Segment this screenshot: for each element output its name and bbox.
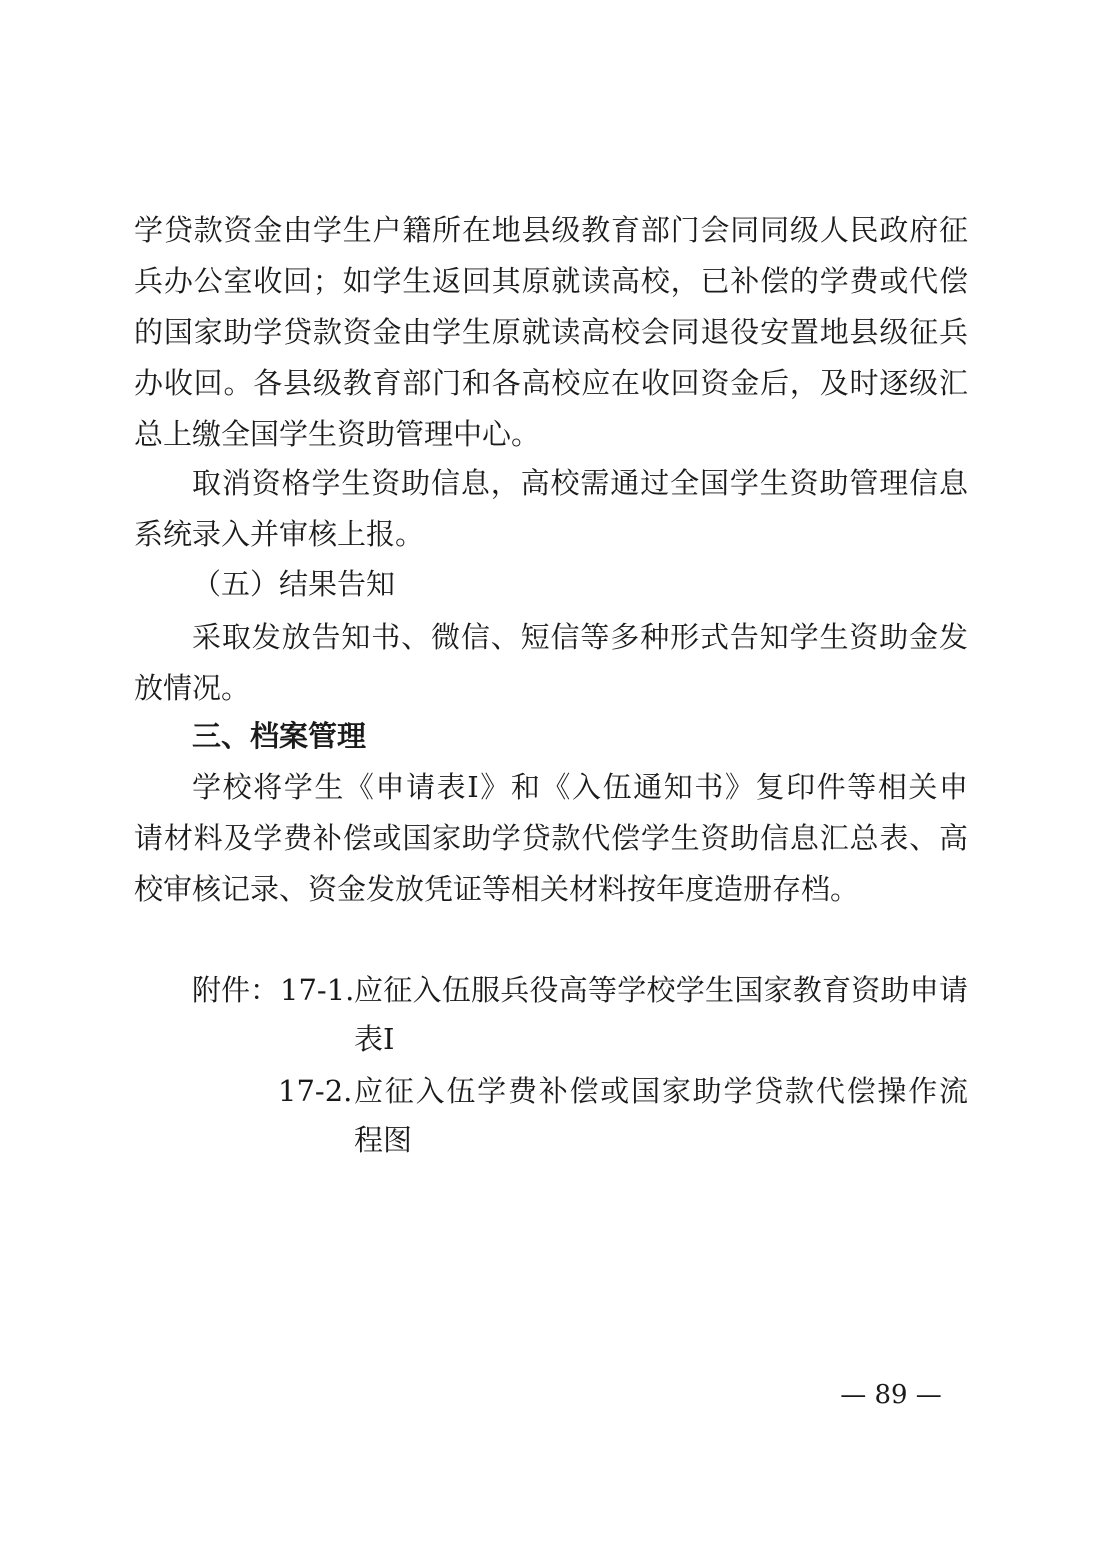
text-line: 系统录入并审核上报。 [134,517,425,551]
attachment-number: 17-1. [280,973,355,1007]
text-line: 放情况。 [134,671,251,705]
section-subheading: （五）结果告知 [192,567,396,601]
text-line: 取消资格学生资助信息，高校需通过全国学生资助管理信息 [192,466,968,500]
text-line: 学校将学生《申请表Ⅰ》和《入伍通知书》复印件等相关申 [192,770,968,804]
text-line: 校审核记录、资金发放凭证等相关材料按年度造册存档。 [134,872,860,906]
text-line: 总上缴全国学生资助管理中心。 [134,417,541,451]
attachment-title-line: 表Ⅰ [354,1022,395,1056]
text-line: 办收回。各县级教育部门和各高校应在收回资金后，及时逐级汇 [134,366,968,400]
page-number: — 89 — [840,1380,942,1410]
attachment-title-line: 应征入伍学费补偿或国家助学贷款代偿操作流 [354,1074,968,1108]
section-heading: 三、档案管理 [192,719,367,753]
attachment-number: 17-2. [278,1074,353,1108]
text-line: 的国家助学贷款资金由学生原就读高校会同退役安置地县级征兵 [134,315,968,349]
text-line: 兵办公室收回；如学生返回其原就读高校，已补偿的学费或代偿 [134,264,968,298]
text-line: 采取发放告知书、微信、短信等多种形式告知学生资助金发 [192,620,968,654]
attachment-title-line: 程图 [354,1123,413,1157]
attachments-label: 附件： [192,973,280,1007]
text-line: 请材料及学费补偿或国家助学贷款代偿学生资助信息汇总表、高 [134,821,968,855]
text-line: 学贷款资金由学生户籍所在地县级教育部门会同同级人民政府征 [134,213,968,247]
attachment-title-line: 应征入伍服兵役高等学校学生国家教育资助申请 [354,973,968,1007]
